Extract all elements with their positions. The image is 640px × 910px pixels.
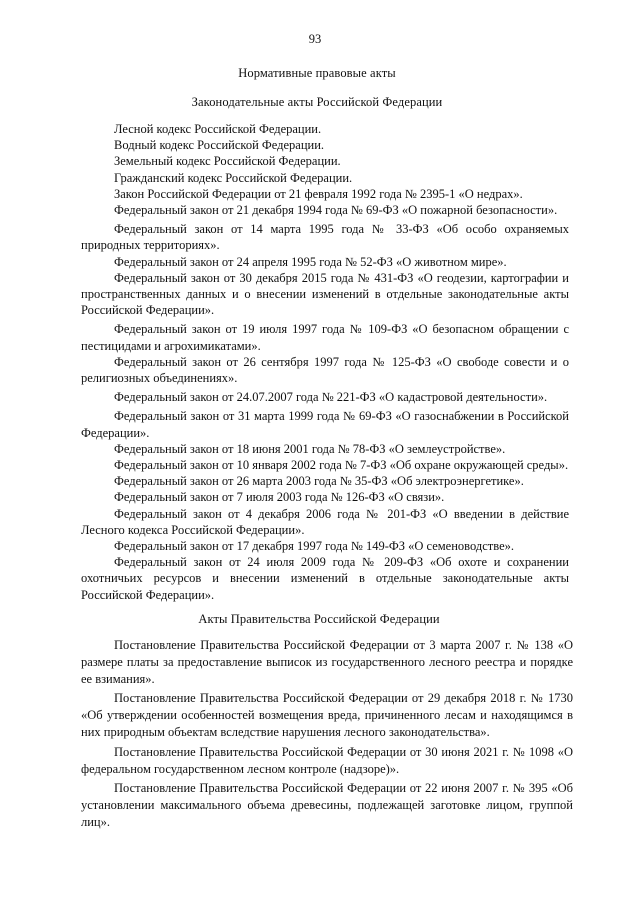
list-item: Федеральный закон от 4 декабря 2006 года № 201-ФЗ «О введении в действие Лесного кодекса Российской Федерации». [81, 506, 569, 537]
list-item: Федеральный закон от 21 декабря 1994 года № 69-ФЗ «О пожарной безопасности». [114, 203, 558, 218]
page-number: 93 [308, 32, 322, 46]
list-item: Федеральный закон от 14 марта 1995 года № 33-ФЗ «Об особо охраняемых природных территориях». [81, 222, 569, 253]
list-item: Федеральный закон от 10 января 2002 года № 7-ФЗ «Об охране окружающей среды». [114, 458, 569, 473]
list-item: Постановление Правительства Российской Федерации от 3 марта 2007 г. № 138 «О размере платы за предоставление выписок из государственного лесного реестра и порядке ее взимания». [81, 638, 573, 686]
list-item: Федеральный закон от 17 декабря 1997 года № 149-ФЗ «О семеноводстве». [114, 539, 514, 554]
list-item: Федеральный закон от 31 марта 1999 года № 69-ФЗ «О газоснабжении в Российской Федерации». [81, 409, 569, 440]
list-item: Федеральный закон от 24 июля 2009 года № 209-ФЗ «Об охоте и сохранении охотничьих ресурсов и внесении изменений в отдельные законодательные акты Российской Федерации». [81, 555, 569, 602]
legislative-acts-list [81, 121, 569, 603]
list-item: Водный кодекс Российской Федерации. [114, 138, 325, 153]
list-item: Лесной кодекс Российской Федерации. [114, 122, 322, 136]
list-item: Федеральный закон от 26 марта 2003 года № 35-ФЗ «Об электроэнергетике». [114, 474, 524, 489]
list-item: Федеральный закон от 24.07.2007 года № 221-ФЗ «О кадастровой деятельности». [114, 390, 548, 405]
list-item: Закон Российской Федерации от 21 февраля 1992 года № 2395-1 «О недрах». [114, 186, 523, 201]
list-item: Федеральный закон от 19 июля 1997 года № 109-ФЗ «О безопасном обращении с пестицидами и агрохимикатами». [81, 322, 569, 353]
list-item: Федеральный закон от 26 сентября 1997 года № 125-ФЗ «О свободе совести и о религиозных объединениях». [81, 354, 569, 386]
list-item: Постановление Правительства Российской Федерации от 29 декабря 2018 г. № 1730 «Об утверждении особенностей возмещения вреда, причиненного лесам и находящимся в них природным объектам вследствие нарушения лесного законодательства». [81, 691, 573, 739]
section-heading-legislative-acts: Законодательные акты Российской Федерации [191, 95, 443, 109]
list-item: Федеральный закон от 18 июня 2001 года № 78-ФЗ «О землеустройстве». [114, 441, 506, 456]
list-item: Земельный кодекс Российской Федерации. [114, 154, 341, 169]
section-heading-normative-acts: Нормативные правовые акты [238, 66, 396, 80]
list-item: Постановление Правительства Российской Федерации от 30 июня 2021 г. № 1098 «О федеральном государственном лесном контроле (надзоре)». [81, 744, 573, 776]
list-item: Федеральный закон от 24 апреля 1995 года № 52-ФЗ «О животном мире». [114, 254, 507, 269]
list-item: Постановление Правительства Российской Федерации от 22 июня 2007 г. № 395 «Об установлении максимального объема древесины, подлежащей заготовке лицом, группой лиц». [81, 781, 573, 829]
section-heading-government-acts: Акты Правительства Российской Федерации [198, 612, 440, 626]
list-item: Гражданский кодекс Российской Федерации. [114, 170, 353, 185]
government-acts-list [81, 631, 573, 834]
list-item: Федеральный закон от 7 июля 2003 года № 126-ФЗ «О связи». [114, 490, 445, 505]
list-item: Федеральный закон от 30 декабря 2015 года № 431-ФЗ «О геодезии, картографии и пространственных данных и о внесении изменений в отдельные законодательные акты Российской Федерации». [81, 270, 569, 318]
